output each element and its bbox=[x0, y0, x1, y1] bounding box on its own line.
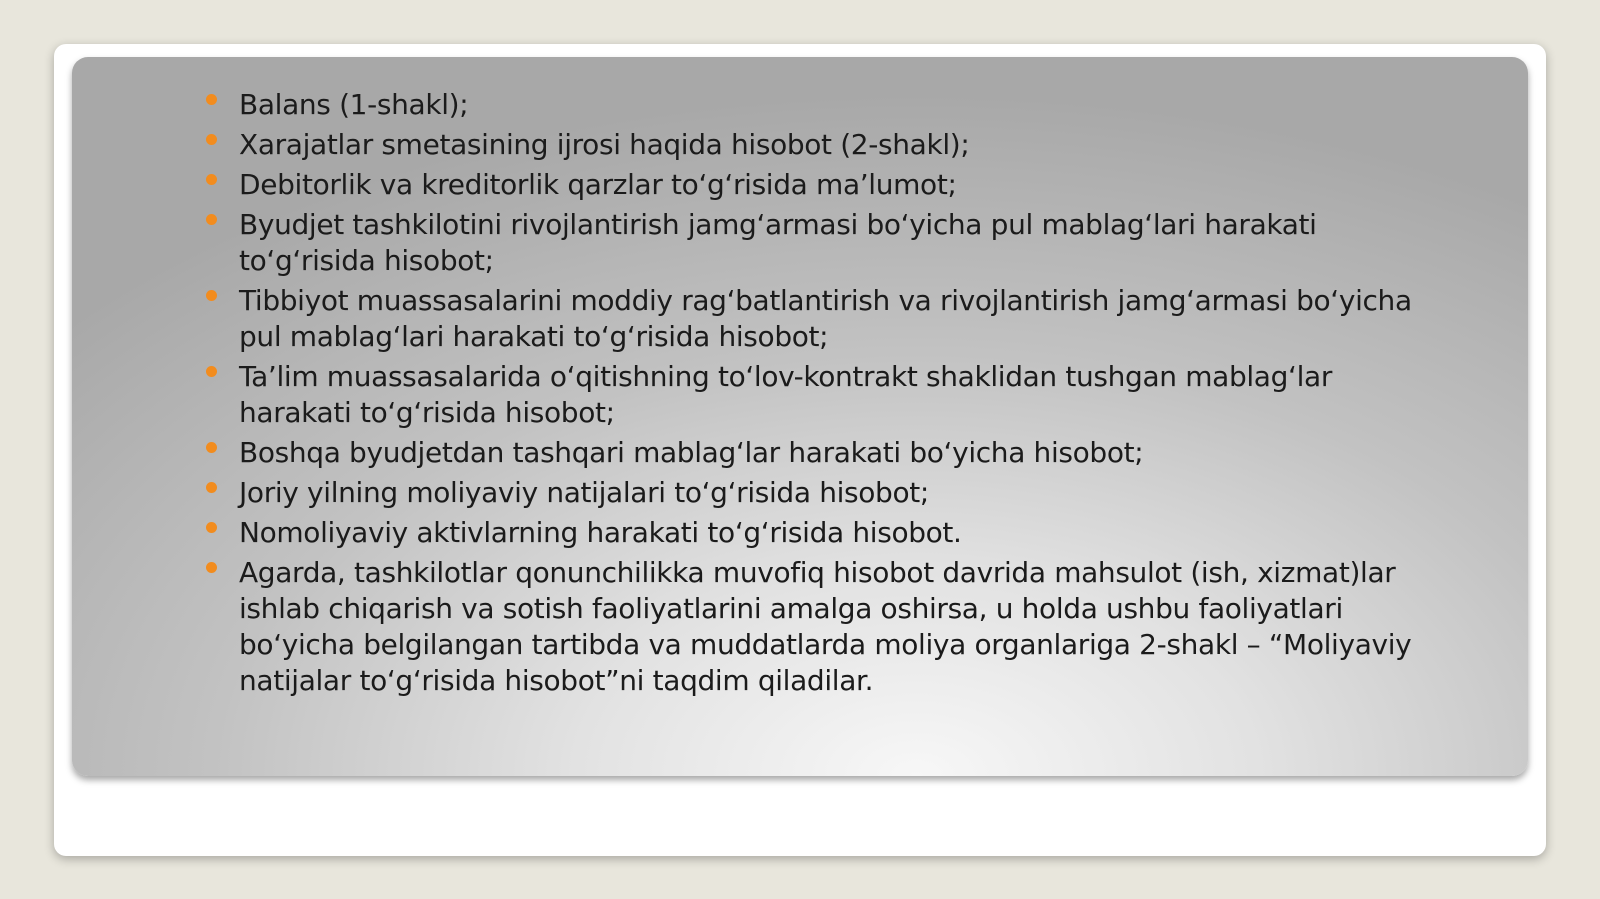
bullet-dot-icon bbox=[206, 214, 217, 225]
bullet-text: Balans (1-shakl); bbox=[239, 88, 469, 121]
bullet-dot-icon bbox=[206, 174, 217, 185]
bullet-item bbox=[204, 167, 1434, 203]
bullet-text: Agarda, tashkilotlar qonunchilikka muvofiq hisobot davrida mahsulot (ish, xizmat)lar ishlab chiqarish va sotish faoliyatlarini amalga oshirsa, u holda ushbu faoliyatlari bo‘yicha belgilangan tartibda va muddatlarda moliya organlariga 2-shakl – “Moliyaviy natijalar to‘g‘risida hisobot”ni taqdim qiladilar. bbox=[239, 556, 1412, 697]
bullet-list bbox=[204, 87, 1434, 703]
bullet-item bbox=[204, 435, 1434, 471]
bullet-item bbox=[204, 283, 1434, 355]
bullet-item bbox=[204, 475, 1434, 511]
bullet-item bbox=[204, 515, 1434, 551]
bullet-item bbox=[204, 207, 1434, 279]
bullet-item bbox=[204, 555, 1434, 699]
bullet-text: Tibbiyot muassasalarini moddiy rag‘batlantirish va rivojlantirish jamg‘armasi bo‘yicha pul mablag‘lari harakati to‘g‘risida hisobot; bbox=[239, 284, 1412, 353]
bullet-text: Joriy yilning moliyaviy natijalari to‘g‘risida hisobot; bbox=[239, 476, 929, 509]
content-panel bbox=[72, 57, 1528, 776]
bullet-text: Nomoliyaviy aktivlarning harakati to‘g‘risida hisobot. bbox=[239, 516, 962, 549]
bullet-item bbox=[204, 359, 1434, 431]
bullet-dot-icon bbox=[206, 290, 217, 301]
bullet-dot-icon bbox=[206, 522, 217, 533]
bullet-dot-icon bbox=[206, 366, 217, 377]
slide-card bbox=[54, 44, 1546, 856]
bullet-text: Ta’lim muassasalarida o‘qitishning to‘lov-kontrakt shaklidan tushgan mablag‘lar harakati to‘g‘risida hisobot; bbox=[239, 360, 1332, 429]
bullet-dot-icon bbox=[206, 482, 217, 493]
bullet-dot-icon bbox=[206, 442, 217, 453]
bullet-dot-icon bbox=[206, 562, 217, 573]
bullet-item bbox=[204, 87, 1434, 123]
bullet-text: Byudjet tashkilotini rivojlantirish jamg‘armasi bo‘yicha pul mablag‘lari harakati to‘g‘risida hisobot; bbox=[239, 208, 1317, 277]
bullet-item bbox=[204, 127, 1434, 163]
bullet-dot-icon bbox=[206, 134, 217, 145]
bullet-text: Xarajatlar smetasining ijrosi haqida hisobot (2-shakl); bbox=[239, 128, 970, 161]
bullet-text: Boshqa byudjetdan tashqari mablag‘lar harakati bo‘yicha hisobot; bbox=[239, 436, 1144, 469]
bullet-dot-icon bbox=[206, 94, 217, 105]
bullet-text: Debitorlik va kreditorlik qarzlar to‘g‘risida ma’lumot; bbox=[239, 168, 957, 201]
